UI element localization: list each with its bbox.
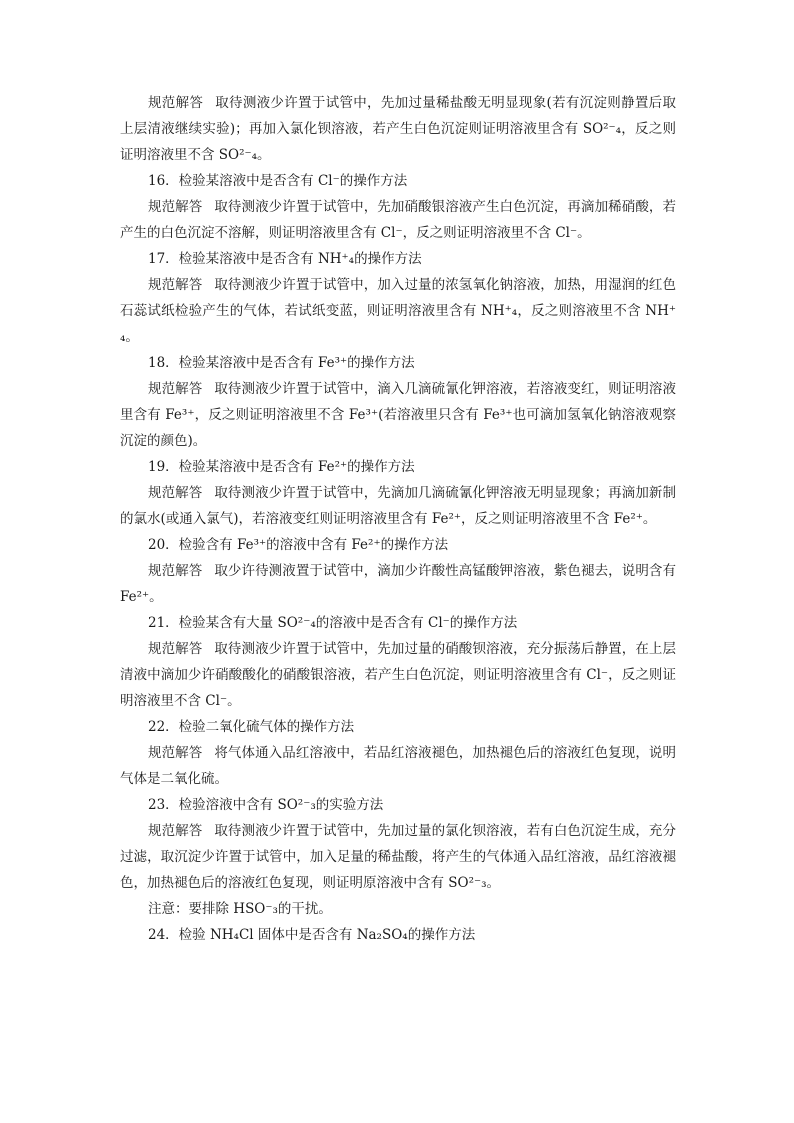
document-page	[120, 90, 676, 948]
answer-text: 取待测液少许置于试管中，滴入几滴硫氰化钾溶液，若溶液变红，则证明溶液里含有 Fe³⁺，反之则证明溶液里不含 Fe³⁺(若溶液里只含有 Fe³⁺也可滴加氢氧化钠溶液观察沉淀的颜色)。	[120, 381, 677, 449]
question-title-22: 22．检验二氧化硫气体的操作方法	[148, 719, 355, 735]
answer-text: 取待测液少许置于试管中，先加过量的硝酸钡溶液，充分振荡后静置，在上层清液中滴加少许硝酸酸化的硝酸银溶液，若产生白色沉淀，则证明溶液里含有 Cl⁻，反之则证明溶液里不含 Cl⁻。	[120, 641, 677, 709]
answer-paragraph-17	[120, 272, 676, 350]
answer-text: 取待测液少许置于试管中，加入过量的浓氢氧化钠溶液，加热，用湿润的红色石蕊试纸检验产生的气体，若试纸变蓝，则证明溶液里含有 NH⁺₄，反之则溶液里不含 NH⁺₄。	[120, 277, 677, 345]
answer-text: 取待测液少许置于试管中，先滴加几滴硫氰化钾溶液无明显现象；再滴加新制的氯水(或通入氯气)，若溶液变红则证明溶液里含有 Fe²⁺，反之则证明溶液里不含 Fe²⁺。	[120, 485, 677, 527]
answer-label: 规范解答	[148, 199, 203, 215]
answer-label: 规范解答	[148, 823, 203, 839]
answer-text: 取少许待测液置于试管中，滴加少许酸性高锰酸钾溶液，紫色褪去，说明含有 Fe²⁺。	[120, 563, 677, 605]
answer-paragraph-16	[120, 194, 676, 246]
question-title-23: 23．检验溶液中含有 SO²⁻₃的实验方法	[148, 797, 384, 813]
answer-text: 将气体通入品红溶液中，若品红溶液褪色，加热褪色后的溶液红色复现，说明气体是二氧化硫。	[120, 745, 677, 787]
answer-paragraph-22	[120, 740, 676, 792]
question-title-18: 18．检验某溶液中是否含有 Fe³⁺的操作方法	[148, 355, 415, 371]
answer-label: 规范解答	[148, 485, 203, 501]
answer-label: 规范解答	[148, 641, 203, 657]
answer-text: 取待测液少许置于试管中，先加过量的氯化钡溶液，若有白色沉淀生成，充分过滤，取沉淀少许置于试管中，加入足量的稀盐酸，将产生的气体通入品红溶液，品红溶液褪色，加热褪色后的溶液红色复现，则证明原溶液中含有 SO²⁻₃。	[120, 823, 677, 891]
answer-label: 规范解答	[148, 563, 203, 579]
answer-paragraph-23	[120, 818, 676, 896]
answer-paragraph-15	[120, 90, 676, 168]
question-title-16: 16．检验某溶液中是否含有 Cl⁻的操作方法	[148, 173, 408, 189]
answer-paragraph-20	[120, 558, 676, 610]
answer-paragraph-18	[120, 376, 676, 454]
answer-paragraph-19	[120, 480, 676, 532]
note-paragraph: 注意：要排除 HSO⁻₃的干扰。	[148, 901, 332, 917]
answer-label: 规范解答	[148, 745, 203, 761]
answer-paragraph-21	[120, 636, 676, 714]
question-title-24: 24．检验 NH₄Cl 固体中是否含有 Na₂SO₄的操作方法	[148, 927, 476, 943]
question-title-17: 17．检验某溶液中是否含有 NH⁺₄的操作方法	[148, 251, 422, 267]
answer-label: 规范解答	[148, 381, 203, 397]
answer-label: 规范解答	[148, 95, 204, 111]
answer-text: 取待测液少许置于试管中，先加硝酸银溶液产生白色沉淀，再滴加稀硝酸，若产生的白色沉淀不溶解，则证明溶液里含有 Cl⁻，反之则证明溶液里不含 Cl⁻。	[120, 199, 677, 241]
question-title-21: 21．检验某含有大量 SO²⁻₄的溶液中是否含有 Cl⁻的操作方法	[148, 615, 518, 631]
answer-label: 规范解答	[148, 277, 203, 293]
question-title-20: 20．检验含有 Fe³⁺的溶液中含有 Fe²⁺的操作方法	[148, 537, 449, 553]
answer-text: 取待测液少许置于试管中，先加过量稀盐酸无明显现象(若有沉淀则静置后取上层清液继续实验)；再加入氯化钡溶液，若产生白色沉淀则证明溶液里含有 SO²⁻₄，反之则证明溶液里不含 SO²⁻₄。	[120, 95, 676, 163]
question-title-19: 19．检验某溶液中是否含有 Fe²⁺的操作方法	[148, 459, 415, 475]
